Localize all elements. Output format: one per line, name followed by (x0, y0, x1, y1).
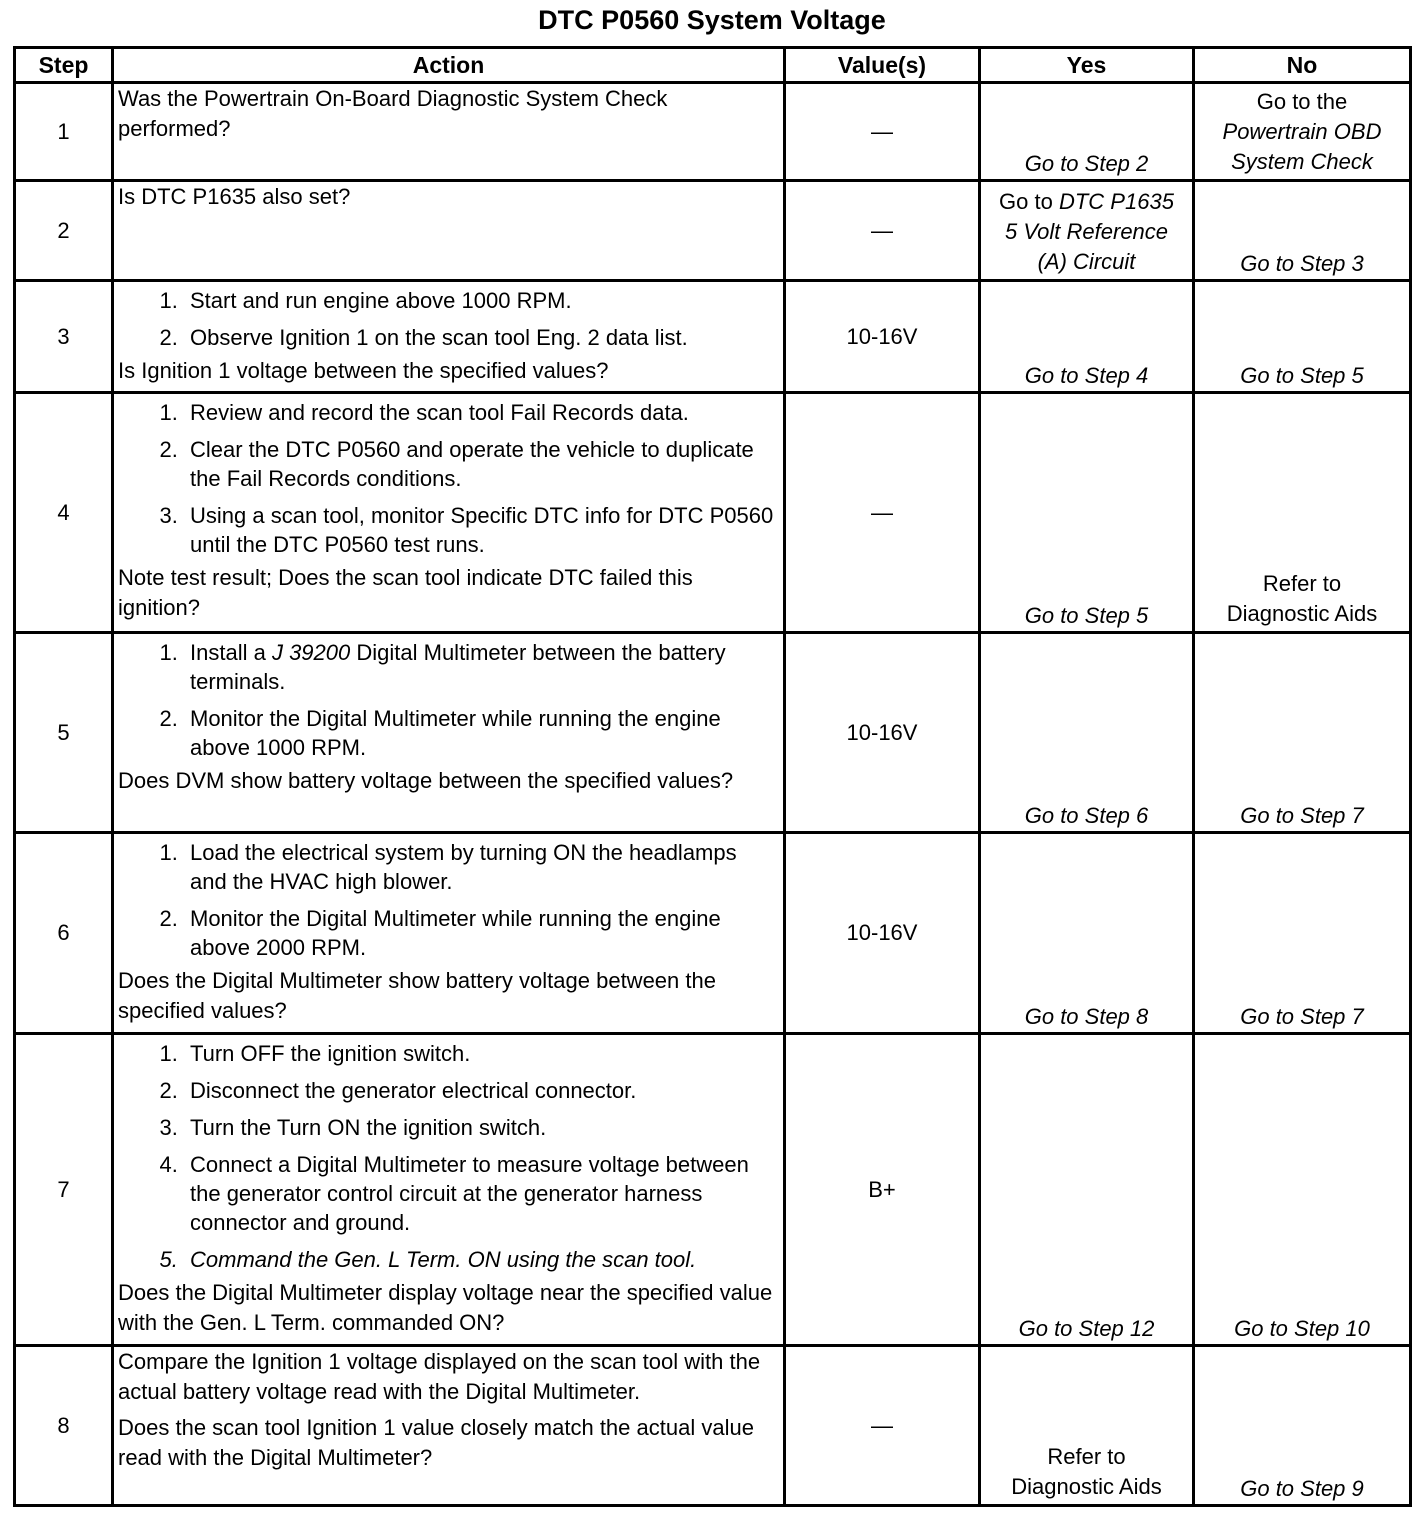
page-title: DTC P0560 System Voltage (538, 5, 886, 35)
table-row (15, 1034, 1411, 1346)
table-row (15, 1346, 1411, 1506)
table-row (15, 281, 1411, 393)
action-step: 4. Connect a Digital Multimeter to measure voltage between the generator control circuit at the generator harness connector and ground. (184, 1150, 779, 1237)
yes-line: 5 Volt Reference (1004, 219, 1169, 244)
action-steps (118, 838, 779, 962)
action-cell (113, 393, 785, 633)
action-steps (118, 638, 779, 762)
action-steps (118, 286, 779, 352)
header-no: No (1194, 48, 1411, 83)
action-cell (113, 833, 785, 1034)
value-cell: — (785, 393, 980, 633)
yes-line: Refer to (1047, 1444, 1126, 1469)
action-step: 5. Command the Gen. L Term. ON using the scan tool. (184, 1245, 779, 1274)
action-question: Note test result; Does the scan tool indicate DTC failed this ignition? (118, 565, 693, 620)
step-number: 7 (15, 1034, 113, 1346)
action-question: Does the scan tool Ignition 1 value closely match the actual value read with the Digital Multimeter? (118, 1415, 754, 1470)
table-row (15, 83, 1411, 181)
action-step: 2. Observe Ignition 1 on the scan tool Eng. 2 data list. (184, 323, 779, 352)
step-number: 6 (15, 833, 113, 1034)
header-yes: Yes (980, 48, 1194, 83)
diagnostic-table (13, 46, 1412, 1507)
yes-line: Diagnostic Aids (1011, 1474, 1162, 1499)
no-cell: Go to Step 10 (1194, 1034, 1411, 1346)
action-question: Is Ignition 1 voltage between the specified values? (118, 358, 609, 383)
value-cell: — (785, 83, 980, 181)
action-step: 2. Monitor the Digital Multimeter while running the engine above 1000 RPM. (184, 704, 779, 762)
value-cell: 10-16V (785, 633, 980, 833)
no-cell: Go to Step 9 (1194, 1346, 1411, 1506)
yes-cell: Go to Step 2 (980, 83, 1194, 181)
yes-cell (980, 1346, 1194, 1506)
step-number: 3 (15, 281, 113, 393)
header-values: Value(s) (785, 48, 980, 83)
action-cell (113, 1034, 785, 1346)
action-question: Does the Digital Multimeter show battery voltage between the specified values? (118, 968, 716, 1023)
action-cell (113, 83, 785, 181)
no-cell: Go to Step 7 (1194, 833, 1411, 1034)
action-step: 1. Install a J 39200 Digital Multimeter between the battery terminals. (184, 638, 779, 696)
table-row (15, 393, 1411, 633)
action-steps (118, 1039, 779, 1274)
action-statement: Compare the Ignition 1 voltage displayed on the scan tool with the actual battery voltage read with the Digital Multimeter. (118, 1349, 761, 1404)
action-step: 1. Start and run engine above 1000 RPM. (184, 286, 779, 315)
step-number: 4 (15, 393, 113, 633)
step-number: 8 (15, 1346, 113, 1506)
no-line: Go to the (1256, 89, 1348, 114)
value-cell: 10-16V (785, 833, 980, 1034)
step-number: 1 (15, 83, 113, 181)
no-line: Powertrain OBD (1222, 119, 1382, 144)
no-cell: Go to Step 7 (1194, 633, 1411, 833)
action-step: 3. Using a scan tool, monitor Specific DTC info for DTC P0560 until the DTC P0560 test runs. (184, 501, 779, 559)
header-step: Step (15, 48, 113, 83)
no-cell (1194, 393, 1411, 633)
action-cell (113, 181, 785, 281)
action-question: Does the Digital Multimeter display voltage near the specified value with the Gen. L Term. commanded ON? (118, 1280, 773, 1335)
yes-line: Go to DTC P1635 (999, 189, 1174, 214)
value-cell: — (785, 181, 980, 281)
tool-name: J 39200 (271, 640, 351, 665)
value-cell: — (785, 1346, 980, 1506)
value-cell: B+ (785, 1034, 980, 1346)
yes-cell: Go to Step 8 (980, 833, 1194, 1034)
step-number: 5 (15, 633, 113, 833)
action-question: Was the Powertrain On-Board Diagnostic System Check performed? (118, 86, 668, 141)
no-line: System Check (1231, 149, 1373, 174)
no-line: Diagnostic Aids (1226, 601, 1378, 626)
action-step: 2. Clear the DTC P0560 and operate the vehicle to duplicate the Fail Records conditions. (184, 435, 779, 493)
action-cell (113, 633, 785, 833)
action-question: Is DTC P1635 also set? (118, 184, 351, 209)
no-line: Refer to (1262, 571, 1342, 596)
no-cell: Go to Step 5 (1194, 281, 1411, 393)
no-cell: Go to Step 3 (1194, 181, 1411, 281)
action-steps (118, 398, 779, 559)
action-step: 2. Disconnect the generator electrical connector. (184, 1076, 779, 1105)
yes-cell: Go to Step 4 (980, 281, 1194, 393)
action-step: 1. Turn OFF the ignition switch. (184, 1039, 779, 1068)
action-step: 1. Review and record the scan tool Fail Records data. (184, 398, 779, 427)
header-action: Action (113, 48, 785, 83)
table-row (15, 181, 1411, 281)
action-cell (113, 1346, 785, 1506)
yes-line: (A) Circuit (1037, 249, 1136, 274)
yes-cell (980, 181, 1194, 281)
value-cell: 10-16V (785, 281, 980, 393)
header-row (15, 48, 1411, 83)
action-step: 1. Load the electrical system by turning ON the headlamps and the HVAC high blower. (184, 838, 779, 896)
no-cell (1194, 83, 1411, 181)
action-step: 3. Turn the Turn ON the ignition switch. (184, 1113, 779, 1142)
step-number: 2 (15, 181, 113, 281)
yes-cell: Go to Step 5 (980, 393, 1194, 633)
action-step: 2. Monitor the Digital Multimeter while running the engine above 2000 RPM. (184, 904, 779, 962)
table-row (15, 833, 1411, 1034)
yes-cell: Go to Step 12 (980, 1034, 1194, 1346)
yes-cell: Go to Step 6 (980, 633, 1194, 833)
table-row (15, 633, 1411, 833)
action-cell (113, 281, 785, 393)
action-question: Does DVM show battery voltage between the specified values? (118, 768, 734, 793)
